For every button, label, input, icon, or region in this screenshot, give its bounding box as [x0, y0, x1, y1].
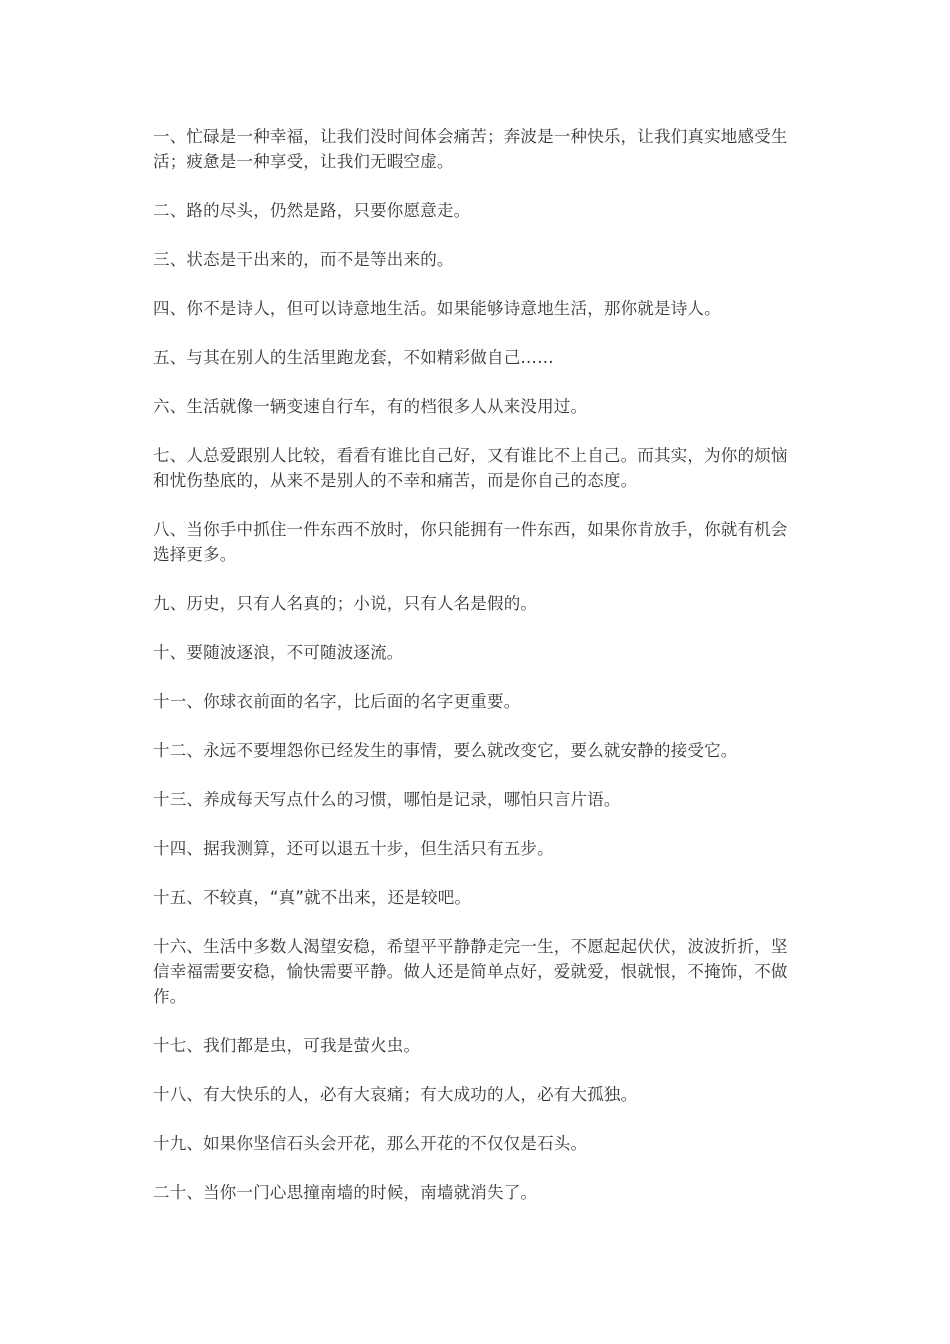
quote-paragraph-14: 十四、据我测算，还可以退五十步，但生活只有五步。 — [153, 839, 554, 858]
quote-paragraph-3: 三、状态是干出来的，而不是等出来的。 — [153, 250, 454, 269]
quote-paragraph-10: 十、要随波逐浪，不可随波逐流。 — [153, 643, 404, 662]
quote-paragraph-13: 十三、养成每天写点什么的习惯，哪怕是记录，哪怕只言片语。 — [153, 790, 621, 809]
quote-paragraph-17: 十七、我们都是虫，可我是萤火虫。 — [153, 1036, 421, 1055]
quote-list — [153, 124, 798, 1229]
quote-paragraph-6: 六、生活就像一辆变速自行车，有的档很多人从来没用过。 — [153, 397, 588, 416]
quote-paragraph-8: 八、当你手中抓住一件东西不放时，你只能拥有一件东西，如果你肯放手，你就有机会选择更多。 — [153, 520, 788, 564]
quote-paragraph-18: 十八、有大快乐的人，必有大哀痛；有大成功的人，必有大孤独。 — [153, 1085, 638, 1104]
quote-paragraph-12: 十二、永远不要埋怨你已经发生的事情，要么就改变它，要么就安静的接受它。 — [153, 741, 738, 760]
quote-paragraph-19: 十九、如果你坚信石头会开花，那么开花的不仅仅是石头。 — [153, 1134, 588, 1153]
quote-paragraph-7: 七、人总爱跟别人比较，看看有谁比自己好，又有谁比不上自己。而其实，为你的烦恼和忧伤垫底的，从来不是别人的不幸和痛苦，而是你自己的态度。 — [153, 446, 788, 490]
quote-paragraph-2: 二、路的尽头，仍然是路，只要你愿意走。 — [153, 201, 471, 220]
quote-paragraph-16: 十六、生活中多数人渴望安稳，希望平平静静走完一生，不愿起起伏伏，波波折折，坚信幸福需要安稳，愉快需要平静。做人还是简单点好，爱就爱，恨就恨，不掩饰，不做作。 — [153, 937, 788, 1006]
quote-paragraph-9: 九、历史，只有人名真的；小说，只有人名是假的。 — [153, 594, 538, 613]
quote-paragraph-5: 五、与其在别人的生活里跑龙套，不如精彩做自己…… — [153, 348, 554, 367]
quote-paragraph-4: 四、你不是诗人，但可以诗意地生活。如果能够诗意地生活，那你就是诗人。 — [153, 299, 721, 318]
quote-paragraph-11: 十一、你球衣前面的名字，比后面的名字更重要。 — [153, 692, 521, 711]
quote-paragraph-1: 一、忙碌是一种幸福，让我们没时间体会痛苦；奔波是一种快乐，让我们真实地感受生活；疲惫是一种享受，让我们无暇空虚。 — [153, 127, 788, 171]
quote-paragraph-20: 二十、当你一门心思撞南墙的时候，南墙就消失了。 — [153, 1183, 538, 1202]
quote-paragraph-15: 十五、不较真，“真”就不出来，还是较吧。 — [153, 888, 472, 907]
